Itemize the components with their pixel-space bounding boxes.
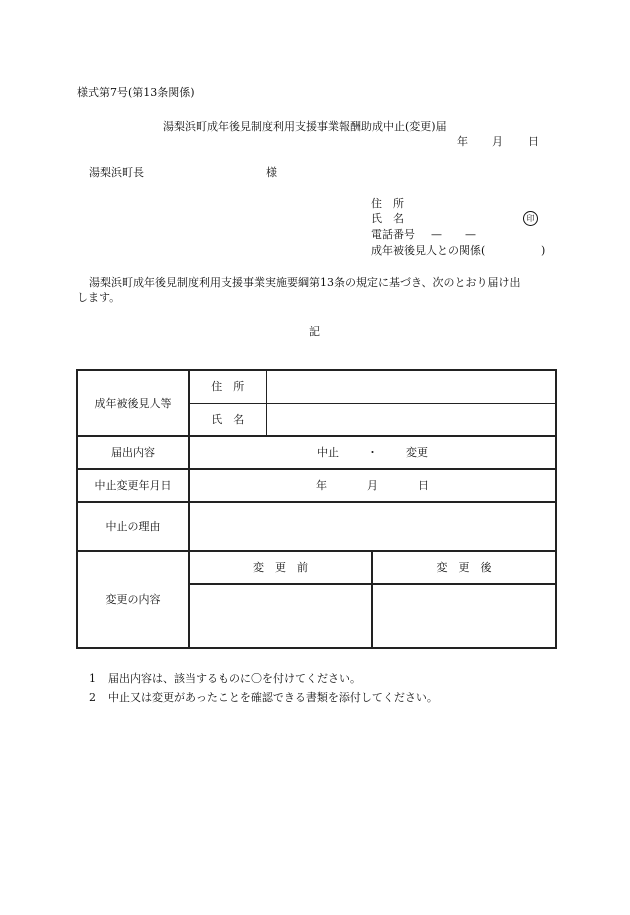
ward-name-label: 氏 名	[189, 403, 266, 436]
applicant-name-label: 氏 名	[371, 212, 404, 225]
seal-icon: 印	[523, 211, 538, 226]
stop-change-date-label: 中止変更年月日	[77, 469, 189, 502]
phone-dash-1: —	[431, 228, 442, 241]
note-2-number: 2	[89, 691, 96, 704]
date-month: 月	[492, 135, 503, 148]
form-number: 様式第7号(第13条関係)	[77, 86, 195, 99]
notification-content-label: 届出内容	[77, 436, 189, 469]
stop-reason-label: 中止の理由	[77, 502, 189, 551]
field-day: 日	[418, 479, 429, 492]
body-text-line1: 湯梨浜町成年後見制度利用支援事業実施要綱第13条の規定に基づき、次のとおり届け出	[89, 276, 521, 289]
ward-label: 成年被後見人等	[77, 370, 189, 436]
after-change-header: 変 更 後	[372, 551, 556, 584]
ward-address-label: 住 所	[189, 370, 266, 403]
applicant-phone-label: 電話番号	[371, 228, 415, 241]
addressee-honorific: 様	[266, 166, 277, 179]
notification-form-table	[76, 369, 557, 649]
applicant-address-label: 住 所	[371, 197, 404, 210]
note-1-text: 届出内容は、該当するものに〇を付けてください。	[108, 672, 361, 685]
note-1-number: 1	[89, 672, 96, 685]
before-change-header: 変 更 前	[189, 551, 372, 584]
option-separator: ・	[367, 446, 378, 459]
date-year: 年	[457, 135, 468, 148]
change-content-label: 変更の内容	[77, 551, 189, 648]
ward-address-field[interactable]	[266, 370, 556, 403]
field-year: 年	[316, 479, 327, 492]
applicant-relation-close: )	[541, 244, 546, 257]
date-day: 日	[528, 135, 539, 148]
ward-name-field[interactable]	[266, 403, 556, 436]
stop-change-date-field[interactable]	[189, 469, 556, 502]
addressee-name: 湯梨浜町長	[89, 166, 144, 179]
after-change-field[interactable]	[372, 584, 556, 648]
note-2-text: 中止又は変更があったことを確認できる書類を添付してください。	[108, 691, 438, 704]
option-stop[interactable]: 中止	[317, 446, 339, 459]
body-text-line2: します。	[77, 291, 121, 304]
applicant-relation-label: 成年被後見人との関係(	[371, 244, 486, 257]
stop-reason-field[interactable]	[189, 502, 556, 551]
phone-dash-2: —	[465, 228, 476, 241]
before-change-field[interactable]	[189, 584, 372, 648]
document-title: 湯梨浜町成年後見制度利用支援事業報酬助成中止(変更)届	[163, 120, 447, 133]
notification-content-options[interactable]	[189, 436, 556, 469]
seal-mark	[523, 211, 538, 226]
option-change[interactable]: 変更	[406, 446, 428, 459]
ki-label: 記	[309, 325, 320, 338]
field-month: 月	[367, 479, 378, 492]
